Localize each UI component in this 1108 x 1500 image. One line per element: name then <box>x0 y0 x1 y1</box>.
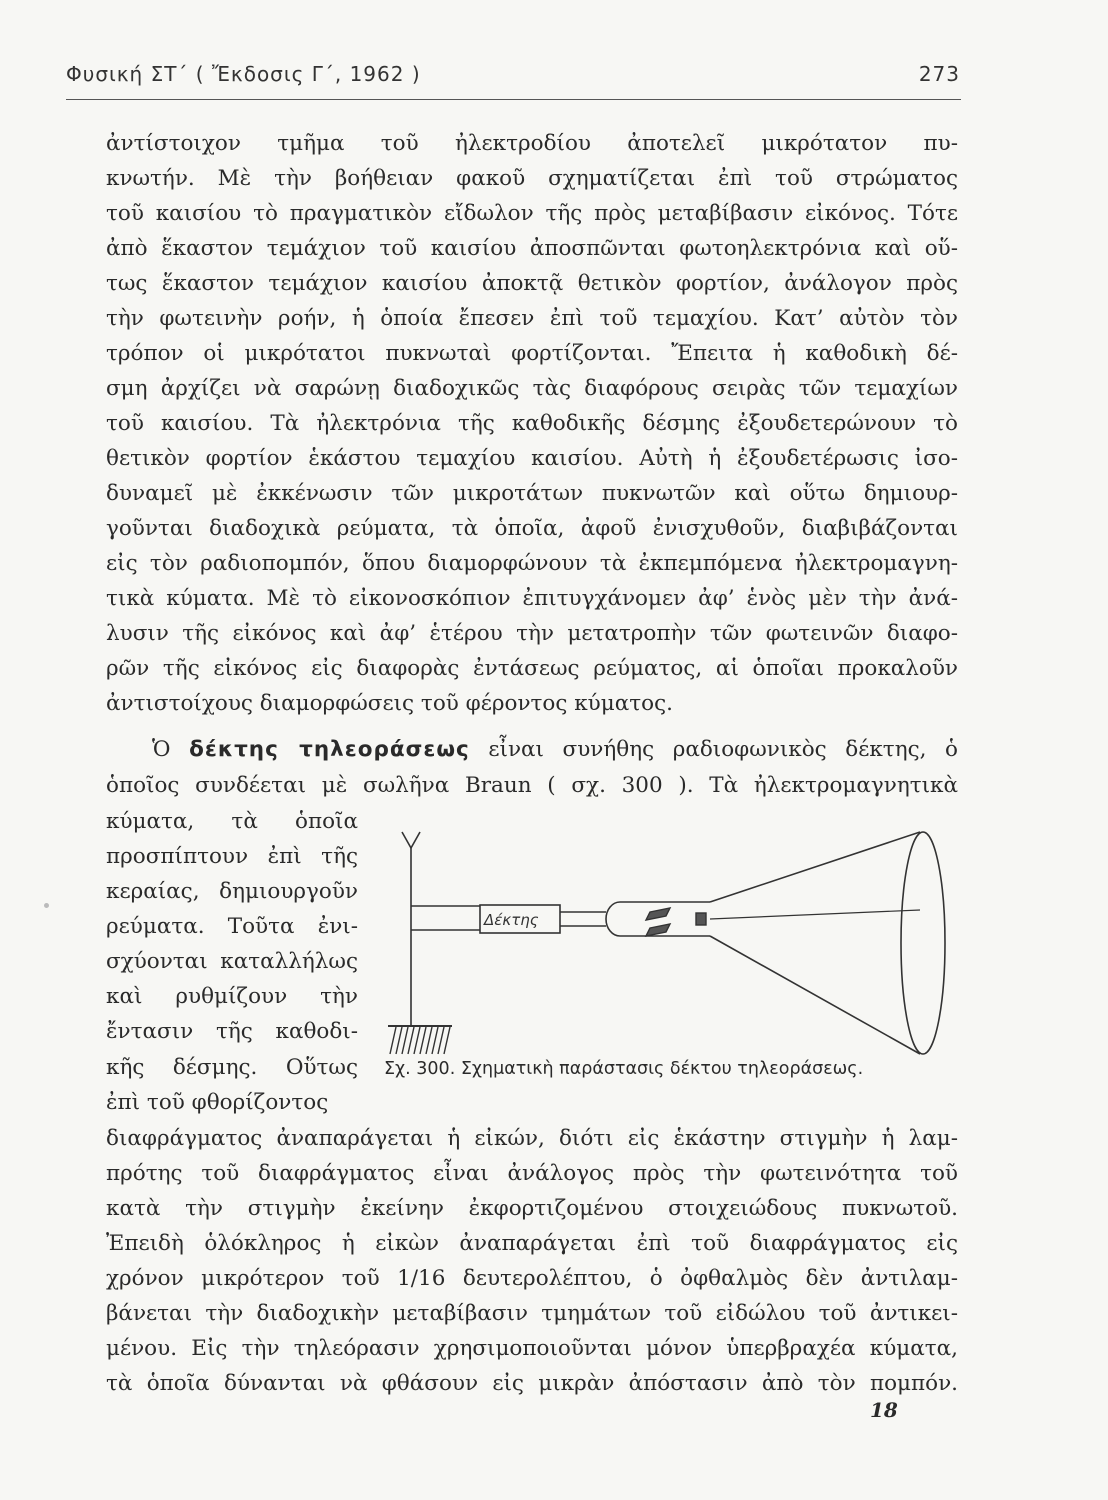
text-line-narrow: καὶ ρυθμίζουν τὴν <box>106 984 358 1009</box>
text-line: πρότης τοῦ διαφράγματος εἶναι ἀνάλογος πρὸς τὴν φωτεινότητα τοῦ <box>106 1161 958 1186</box>
text-line-narrow: κεραίας, δημιουργοῦν <box>106 879 358 904</box>
text-line: μένου. Εἰς τὴν τηλεόρασιν χρησιμοποιοῦνται μόνον ὑπερβραχέα κύματα, <box>106 1336 958 1361</box>
text-line: τως ἕκαστον τεμάχιον καισίου ἀποκτᾷ θετικὸν φορτίον, ἀνάλογον πρὸς <box>106 271 958 296</box>
deflection-plates <box>646 908 706 936</box>
text-line: τικὰ κύματα. Μὲ τὸ εἰκονοσκόπιον ἐπιτυγχάνομεν ἀφ’ ἑνὸς μὲν τὴν ἀνά- <box>106 586 958 611</box>
text-line-narrow: ἐπὶ τοῦ φθορίζοντος <box>106 1090 329 1115</box>
text-line: κατὰ τὴν στιγμὴν ἐκείνην ἐκφορτιζομένου στοιχειώδους πυκνωτοῦ. <box>106 1196 958 1221</box>
text-line: τοῦ καισίου τὸ πραγματικὸν εἴδωλον τῆς πρὸς μεταβίβασιν εἰκόνος. Τότε <box>106 201 958 226</box>
text-line: ἀντίστοιχον τμῆμα τοῦ ἠλεκτροδίου ἀποτελεῖ μικρότατον πυ- <box>106 131 958 156</box>
text-line: ἀπὸ ἕκαστον τεμάχιον τοῦ καισίου ἀποσπῶνται φωτοηλεκτρόνια καὶ οὕ- <box>106 236 958 261</box>
text-line: τοῦ καισίου. Τὰ ἠλεκτρόνια τῆς καθοδικῆς δέσμης ἐξουδετερώνουν τὸ <box>106 411 958 436</box>
tv-receiver-diagram <box>380 826 960 1058</box>
text-line: Ἐπειδὴ ὁλόκληρος ἡ εἰκὼν ἀναπαράγεται ἐπὶ τοῦ διαφράγματος εἰς <box>106 1231 958 1256</box>
text-line-narrow: κῆς δέσμης. Οὕτως <box>106 1055 358 1080</box>
fluorescent-screen <box>901 832 945 1054</box>
text-line-narrow: σχύονται καταλλήλως <box>106 949 358 974</box>
term-tv-receiver: δέκτης τηλεοράσεως <box>189 737 470 762</box>
text-line: τὴν φωτεινὴν ροήν, ἡ ὁποία ἔπεσεν ἐπὶ τοῦ τεμαχίου. Κατ’ αὐτὸν τὸν <box>106 306 958 331</box>
ground-icon <box>388 1026 452 1054</box>
text-line-narrow: ρεύματα. Τοῦτα ἐνι- <box>106 914 358 939</box>
paragraph-opening-line <box>106 734 958 766</box>
header-rule <box>66 99 961 100</box>
text-line-narrow: ἔντασιν τῆς καθοδι- <box>106 1019 358 1044</box>
tube-cone <box>710 832 920 1054</box>
figure-caption: Σχ. 300. Σχηματικὴ παράστασις δέκτου τηλεοράσεως. <box>384 1059 864 1079</box>
text-line-narrow: κύματα, τὰ ὁποῖα <box>106 809 358 834</box>
text-line: τρόπον οἱ μικρότατοι πυκνωταὶ φορτίζονται. Ἔπειτα ἡ καθοδικὴ δέ- <box>106 341 958 366</box>
text-line: γοῦνται διαδοχικὰ ρεύματα, τὰ ὁποῖα, ἀφοῦ ἐνισχυθοῦν, διαβιβάζονται <box>106 516 958 541</box>
text-line: θετικὸν φορτίον ἑκάστου τεμαχίου καισίου. Αὐτὴ ἡ ἐξουδετέρωσις ἰσο- <box>106 446 958 471</box>
cathode-beam <box>710 910 920 919</box>
text-line: ὁποῖος συνδέεται μὲ σωλῆνα Braun ( σχ. 300 ). Τὰ ἠλεκτρομαγνητικὰ <box>106 773 958 798</box>
text-line: ἀντιστοίχους διαμορφώσεις τοῦ φέροντος κύματος. <box>106 691 673 716</box>
receiver-label: Δέκτης <box>484 911 539 929</box>
text-line: διαφράγματος ἀναπαράγεται ἡ εἰκών, διότι εἰς ἑκάστην στιγμὴν ἡ λαμ- <box>106 1126 958 1151</box>
paragraph-lead: Ὁ <box>152 737 171 762</box>
page-number: 273 <box>918 62 960 86</box>
text-line: λυσιν τῆς εἰκόνος καὶ ἀφ’ ἑτέρου τὴν μετατροπὴν τῶν φωτεινῶν διαφο- <box>106 621 958 646</box>
text-line: βάνεται τὴν διαδοχικὴν μεταβίβασιν τμημάτων τοῦ εἰδώλου τοῦ ἀντικει- <box>106 1301 958 1326</box>
text-line-narrow: προσπίπτουν ἐπὶ τῆς <box>106 844 358 869</box>
antenna-icon <box>402 832 420 848</box>
paragraph-lead-rest: εἶναι συνήθης ραδιοφωνικὸς δέκτης, ὁ <box>488 737 958 762</box>
text-line: τὰ ὁποῖα δύνανται νὰ φθάσουν εἰς μικρὰν ἀπόστασιν ἀπὸ τὸν πομπόν. <box>106 1371 958 1396</box>
text-line: δυναμεῖ μὲ ἐκκένωσιν τῶν μικροτάτων πυκνωτῶν καὶ οὕτω δημιουρ- <box>106 481 958 506</box>
signature-mark: 18 <box>870 1398 898 1422</box>
text-line: ρῶν τῆς εἰκόνος εἰς διαφορὰς ἐντάσεως ρεύματος, αἱ ὁποῖαι προκαλοῦν <box>106 656 958 681</box>
running-head <box>66 62 960 86</box>
text-line: κνωτήν. Μὲ τὴν βοήθειαν φακοῦ σχηματίζεται ἐπὶ τοῦ στρώματος <box>106 166 958 191</box>
running-title: Φυσική ΣΤ΄ ( Ἔκδοσις Γ΄, 1962 ) <box>66 62 421 86</box>
text-line: χρόνον μικρότερον τοῦ 1/16 δευτερολέπτου, ὁ ὀφθαλμὸς δὲν ἀντιλαμ- <box>106 1266 958 1291</box>
text-line: εἰς τὸν ραδιοπομπόν, ὅπου διαμορφώνουν τὰ ἐκπεμπόμενα ἠλεκτρομαγνη- <box>106 551 958 576</box>
text-line: σμη ἀρχίζει νὰ σαρώνῃ διαδοχικῶς τὰς διαφόρους σειρὰς τῶν τεμαχίων <box>106 376 958 401</box>
scan-speck <box>44 903 49 908</box>
